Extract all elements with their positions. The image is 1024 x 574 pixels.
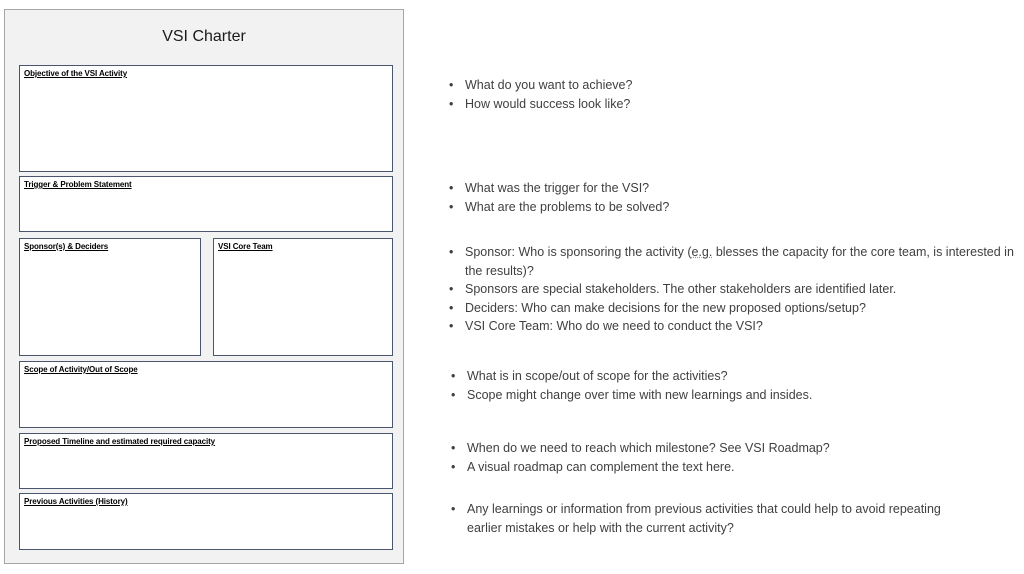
list-item: • Scope might change over time with new learnings and insides. [449,386,1009,405]
timeline-label: Proposed Timeline and estimated required capacity [24,437,216,446]
trigger-notes [447,179,1007,216]
scope-label: Scope of Activity/Out of Scope [24,365,138,374]
timeline-box[interactable] [19,433,393,489]
charter-title: VSI Charter [162,28,246,45]
objective-label: Objective of the VSI Activity [24,69,128,78]
list-item: • When do we need to reach which milestone? See VSI Roadmap? [449,439,1009,458]
scope-box[interactable] [19,361,393,428]
list-item: • VSI Core Team: Who do we need to conduct the VSI? [447,317,1019,336]
vsi-charter-panel [4,9,404,564]
scope-notes [449,367,1009,404]
objective-notes [447,76,1007,113]
list-item: • Deciders: Who can make decisions for the new proposed options/setup? [447,299,1019,318]
list-item: • A visual roadmap can complement the text here. [449,458,1009,477]
list-item: • Sponsors are special stakeholders. The other stakeholders are identified later. [447,280,1019,299]
trigger-box[interactable] [19,176,393,232]
core-team-label: VSI Core Team [218,242,273,251]
sponsors-notes [447,243,1019,336]
list-item [447,243,1019,280]
core-team-box[interactable] [213,238,393,356]
list-item: • What is in scope/out of scope for the activities? [449,367,1009,386]
sponsor-note-suffix: blesses the capacity for the core team, is interested in the results)? [465,245,1014,278]
sponsors-label: Sponsor(s) & Deciders [24,242,109,251]
history-label: Previous Activities (History) [24,497,128,506]
objective-box[interactable] [19,65,393,172]
sponsors-box[interactable] [19,238,201,356]
history-notes [449,500,974,537]
list-item: • How would success look like? [447,95,1007,114]
list-item: • What do you want to achieve? [447,76,1007,95]
list-item: • What was the trigger for the VSI? [447,179,1007,198]
sponsor-note-eg: e.g. [691,245,713,259]
list-item: • Any learnings or information from previous activities that could help to avoid repeating earlier mistakes or help with the current activity? [449,500,974,537]
history-box[interactable] [19,493,393,550]
trigger-label: Trigger & Problem Statement [24,180,132,189]
list-item: • What are the problems to be solved? [447,198,1007,217]
sponsor-note-prefix: Sponsor: Who is sponsoring the activity ( [465,245,692,259]
timeline-notes [449,439,1009,476]
